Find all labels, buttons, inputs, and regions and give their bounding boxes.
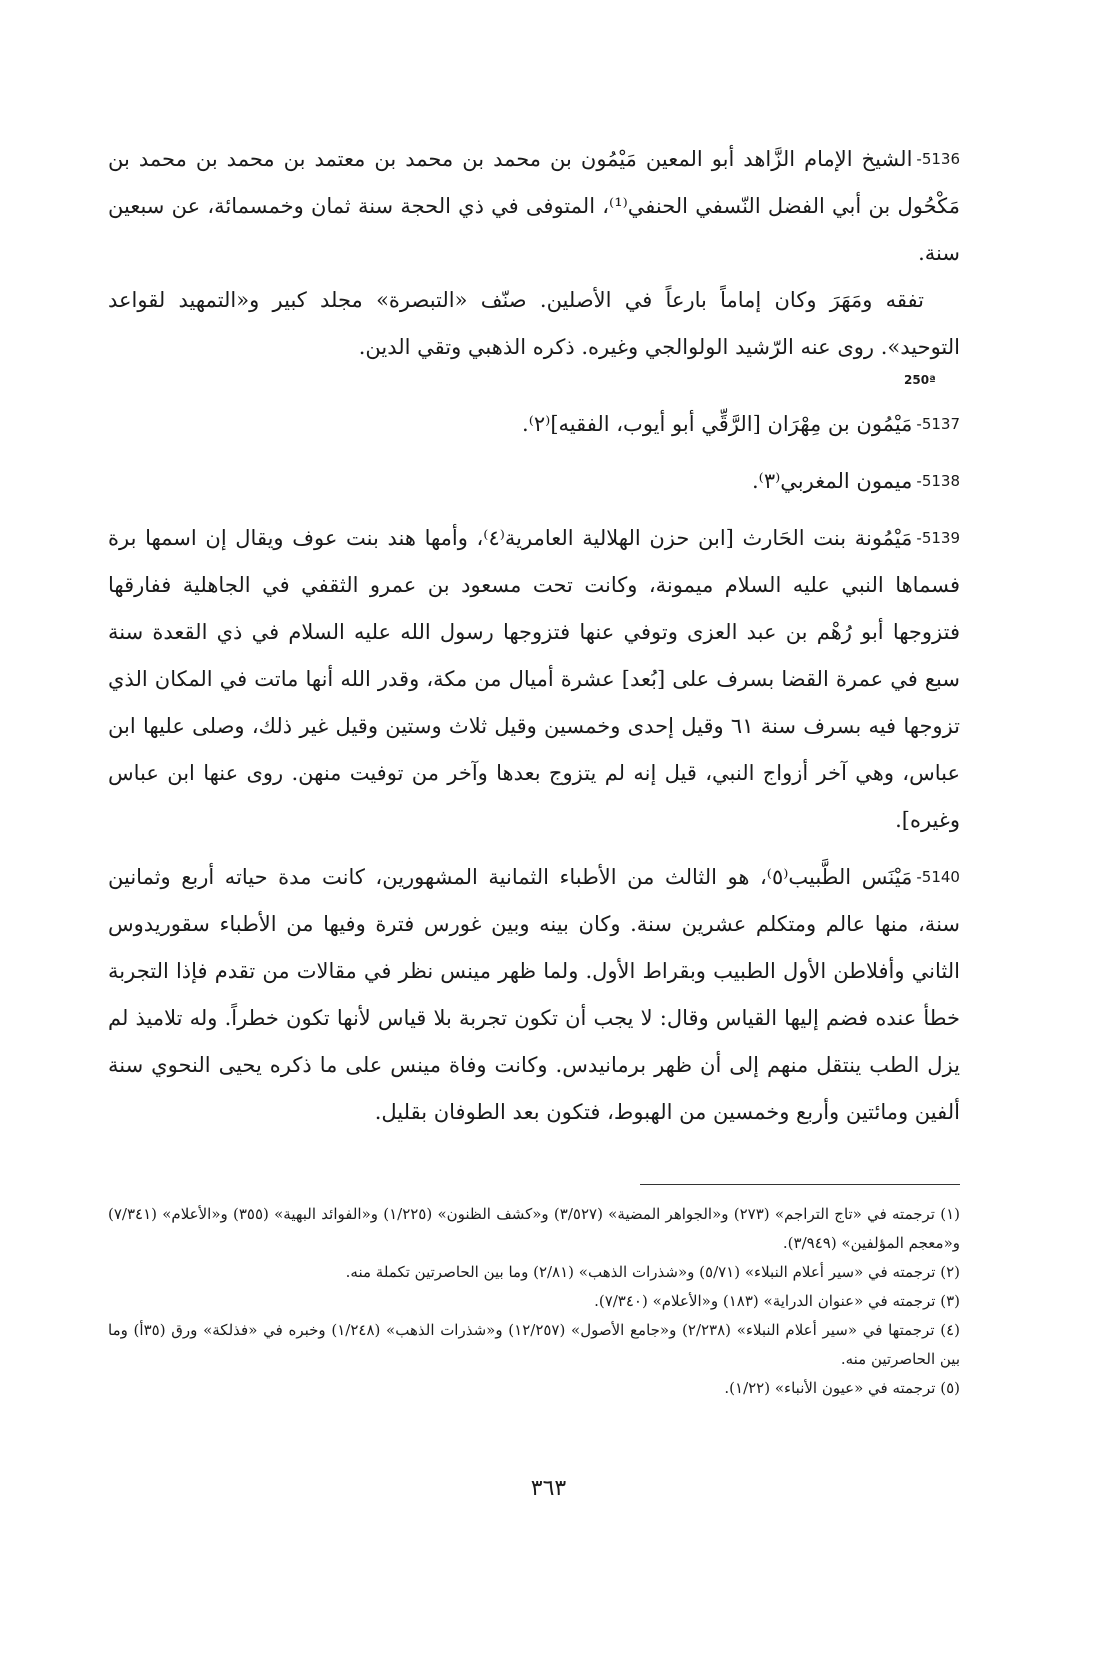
entries-list [108,136,960,1146]
entry-body: الشيخ الإمام الزَّاهد أبو المعين مَيْمُون بن محمد بن محمد بن معتمد بن محمد بن محمد بن مَكْحُول بن أبي الفضل النّسفي الحنفي⁽¹⁾، المتوفى في ذي الحجة سنة ثمان وخمسمائة، عن سبعين سنة. [108,147,960,265]
entry-number: -5137 [916,415,960,433]
entry-5138 [108,458,960,505]
entry-number: -5139 [916,529,960,547]
footnote-2: (٢) ترجمته في «سير أعلام النبلاء» (٥/٧١) و«شذرات الذهب» (٢/٨١) وما بين الحاصرتين تكملة منه. [345,1263,960,1281]
footnote-divider [640,1184,960,1185]
entry-text [108,458,960,505]
entry-text [108,401,960,448]
entry-text [108,136,960,277]
footnote-3: (٣) ترجمته في «عنوان الدراية» (١٨٣) و«الأعلام» (٧/٣٤٠). [594,1292,960,1310]
entry-text [108,854,960,1136]
entry-number: -5138 [916,472,960,490]
footnote-5: (٥) ترجمته في «عيون الأنباء» (١/٢٢). [724,1379,960,1397]
entry-5136 [108,136,960,371]
entry-number: -5140 [916,868,960,886]
margin-folio-mark: 250ª [904,373,936,387]
page-number: ٣٦٣ [530,1476,567,1501]
entry-body: ميمون المغربي⁽٣⁾. [752,469,913,493]
entry-text [108,515,960,844]
entry-body: مَيْمُون بن مِهْرَان [الرَّقِّي أبو أيوب، الفقيه]⁽٢⁾. [522,412,913,436]
entry-5140 [108,854,960,1136]
footnotes [108,1200,960,1403]
entry-number: -5136 [916,150,960,168]
entry-5139 [108,515,960,844]
entry-body: مَيْمُونة بنت الحَارث [ابن حزن الهلالية العامرية⁽٤⁾، وأمها هند بنت عوف ويقال إن اسمها برة فسماها النبي عليه السلام ميمونة، وكانت تحت مسعود بن عمرو الثقفي في الجاهلية ففارقها فتزوجها أبو رُهْم بن عبد العزى وتوفي عنها فتزوجها رسول الله عليه السلام في ذي القعدة سنة سبع في عمرة القضا بسرف على [بُعد] عشرة أميال من مكة، وقدر الله أنها ماتت في المكان الذي تزوجها فيه بسرف سنة ٦١ وقيل إحدى وخمسين وقيل ثلاث وستين وقيل غير ذلك، وصلى عليها ابن عباس، وهي آخر أزواج النبي، قيل إنه لم يتزوج بعدها وآخر من توفيت منهن. روى عنها ابن عباس وغيره]. [108,526,961,832]
entry-5137 [108,401,960,448]
entry-body: مَيْنَس الطَّبيب⁽٥⁾، هو الثالث من الأطباء الثمانية المشهورين، كانت مدة حياته أربع وثمانين سنة، منها عالم ومتكلم عشرين سنة. وكان بينه وبين غورس فترة وفيها من الأطباء سقوريدوس الثاني وأفلاطن الأول الطبيب وبقراط الأول. ولما ظهر مينس نظر في مقالات من تقدم فإذا التجربة خطأ عنده فضم إليها القياس وقال: لا يجب أن تكون تجربة بلا قياس لأنها تكون خطراً. وله تلاميذ لم يزل الطب ينتقل منهم إلى أن ظهر برمانيدس. وكانت وفاة مينس على ما ذكره يحيى النحوي سنة ألفين ومائتين وأربع وخمسين من الهبوط، فتكون بعد الطوفان بقليل. [108,865,960,1124]
footnote-4: (٤) ترجمتها في «سير أعلام النبلاء» (٢/٢٣٨) و«جامع الأصول» (١٢/٢٥٧) و«شذرات الذهب» (١/٢٤٨) وخبره في «فذلكة» ورق (٣٥أ) وما بين الحاصرتين منه. [108,1321,960,1368]
footnote-1: (١) ترجمته في «تاج التراجم» (٢٧٣) و«الجواهر المضية» (٣/٥٢٧) و«كشف الظنون» (١/٢٢٥) و«الفوائد البهية» (٣٥٥) و«الأعلام» (٧/٣٤١) و«معجم المؤلفين» (٣/٩٤٩). [108,1205,960,1252]
entry-paragraph: تفقه ومَهَرَ وكان إماماً بارعاً في الأصلين. صنّف «التبصرة» مجلد كبير و«التمهيد لقواعد التوحيد». روى عنه الرّشيد الولوالجي وغيره. ذكره الذهبي وتقي الدين. [108,288,960,359]
